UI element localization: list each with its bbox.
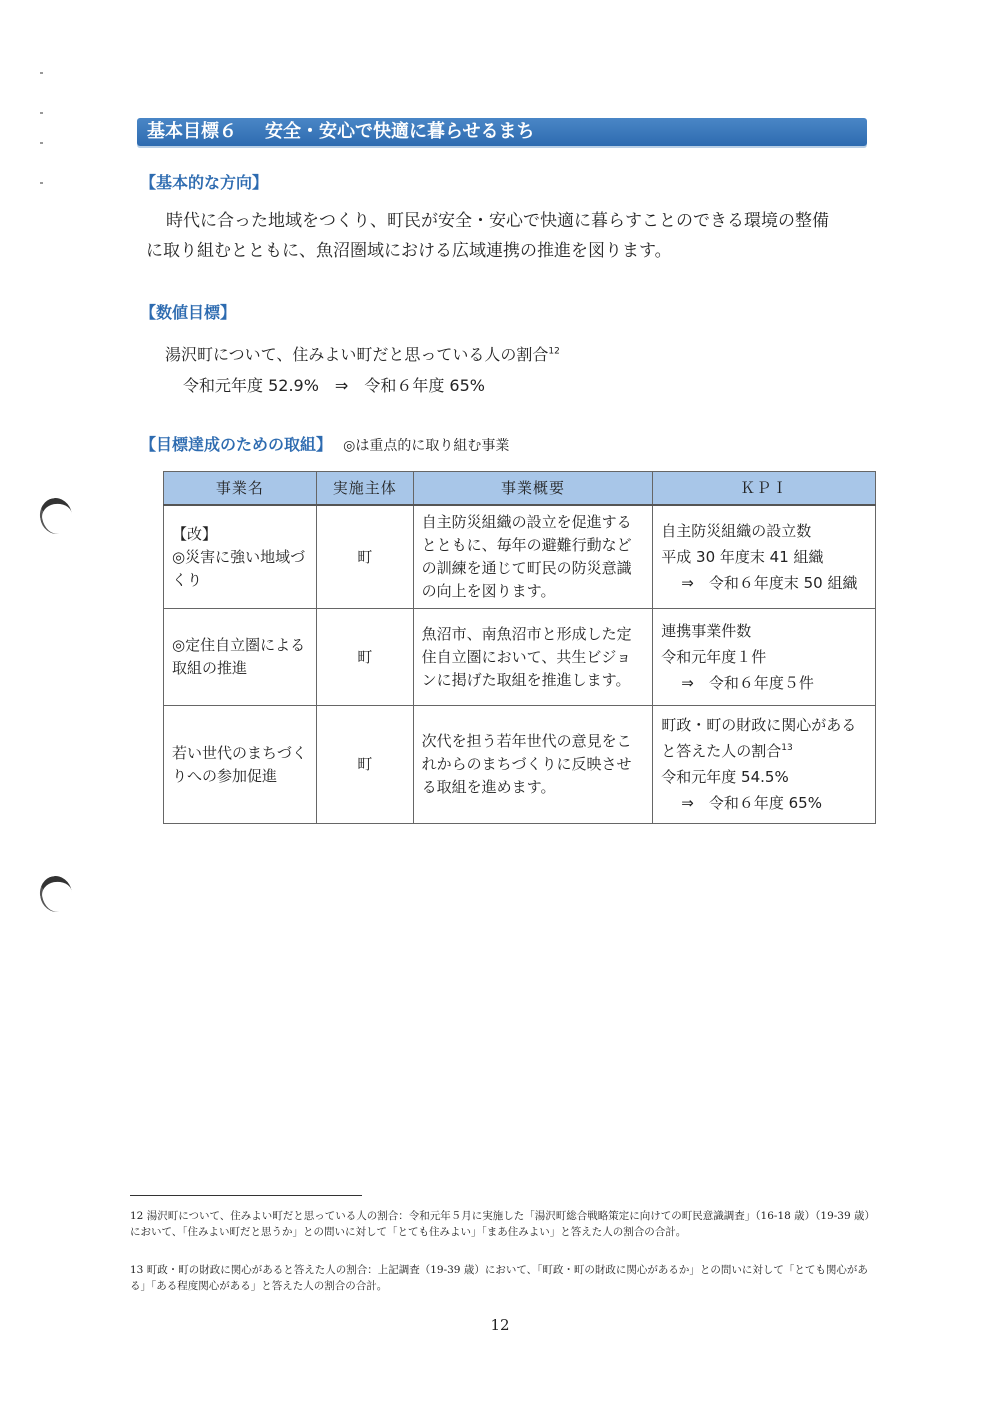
- table-row: [164, 609, 876, 706]
- footnote-ref-13: 13: [781, 743, 793, 753]
- table-row: [164, 706, 876, 824]
- footnote-12: [130, 1208, 870, 1240]
- section-banner: [137, 118, 867, 146]
- numeric-target-text: [165, 342, 560, 365]
- kpi-base: 平成 30 年度末 41 組織: [661, 547, 824, 566]
- scan-speck: [40, 142, 43, 144]
- scan-speck: [40, 112, 43, 114]
- footnote-13: [130, 1262, 870, 1294]
- table-row: [164, 505, 876, 609]
- header-project-name: 事業名: [164, 472, 317, 506]
- kpi-cell: [653, 706, 876, 824]
- summary-cell: 自主防災組織の設立を促進するとともに、毎年の避難行動などの訓練を通じて町民の防災意識の向上を図ります。: [413, 505, 653, 609]
- kpi-target: ⇒ 令和６年度末 50 組織: [681, 573, 858, 592]
- kpi-title: [661, 714, 867, 763]
- table-header-row: [164, 472, 876, 506]
- initiatives-table: [163, 471, 876, 824]
- header-kpi: ＫＰＩ: [653, 472, 876, 506]
- project-name: ◎定住自立圏による取組の推進: [172, 636, 306, 677]
- basic-direction-line-1: 時代に合った地域をつくり、町民が安全・安心で快適に暮らすことのできる環境の整備: [166, 211, 829, 231]
- kpi-target: ⇒ 令和６年度 65%: [681, 794, 822, 812]
- initiatives-heading-row: [140, 432, 509, 455]
- kpi-title: 自主防災組織の設立数: [661, 521, 812, 540]
- basic-direction-line-2: に取り組むとともに、魚沼圏域における広域連携の推進を図ります。: [146, 241, 672, 261]
- numeric-target-heading: 【数値目標】: [140, 303, 237, 322]
- header-summary: 事業概要: [413, 472, 653, 506]
- page-number: 12: [490, 1316, 510, 1334]
- summary-cell: 魚沼市、南魚沼市と形成した定住自立圏において、共生ビジョンに掲げた取組を推進します。: [413, 609, 653, 706]
- kpi-cell: [653, 505, 876, 609]
- initiatives-heading: 【目標達成のための取組】: [140, 435, 333, 454]
- entity-cell: 町: [316, 505, 413, 609]
- scan-speck: [40, 72, 43, 74]
- footnote-number: 12: [130, 1210, 144, 1222]
- project-name-cell: [164, 505, 317, 609]
- section-label: 基本目標６: [147, 121, 237, 142]
- basic-direction-heading: 【基本的な方向】: [140, 173, 269, 192]
- footnote-rule: [130, 1195, 362, 1196]
- numeric-target-values: 令和元年度 52.9% ⇒ 令和６年度 65%: [183, 376, 485, 395]
- numeric-target-label: 湯沢町について、住みよい町だと思っている人の割合: [165, 345, 549, 364]
- project-name: ◎災害に強い地域づくり: [172, 547, 306, 589]
- kpi-cell: [653, 609, 876, 706]
- initiatives-note: ◎は重点的に取り組む事業: [343, 438, 510, 454]
- header-entity: 実施主体: [316, 472, 413, 506]
- kpi-base: 令和元年度１件: [661, 647, 767, 666]
- entity-cell: 町: [316, 609, 413, 706]
- punch-hole: [37, 495, 75, 536]
- footnote-ref-12: 12: [548, 346, 560, 357]
- punch-hole: [37, 873, 75, 914]
- project-name: 若い世代のまちづくりへの参加促進: [172, 743, 307, 785]
- summary-cell: 次代を担う若年世代の意見をこれからのまちづくりに反映させる取組を進めます。: [413, 706, 653, 824]
- footnote-number: 13: [130, 1264, 144, 1276]
- section-title: 安全・安心で快適に暮らせるまち: [265, 121, 535, 142]
- project-name-cell: [164, 706, 317, 824]
- kpi-title-text: 町政・町の財政に関心があると答えた人の割合: [661, 716, 857, 760]
- footnote-text: 湯沢町について、住みよい町だと思っている人の割合：令和元年５月に実施した「湯沢町総合戦略策定に向けての町民意識調査」（16-18 歳）（19-39 歳）において、「住みよい町だと思うか」との問いに対して「とても住みよい」「まあ住みよい」と答えた人の割合の合計。: [130, 1210, 870, 1238]
- entity-cell: 町: [316, 706, 413, 824]
- scan-speck: [40, 182, 43, 184]
- project-name-cell: [164, 609, 317, 706]
- footnote-text: 町政・町の財政に関心があると答えた人の割合：上記調査（19-39 歳）において、「町政・町の財政に関心があるか」との問いに対して「とても関心がある」「ある程度関心がある」と答えた人の割合の合計。: [130, 1264, 868, 1292]
- kpi-title: 連携事業件数: [661, 621, 752, 640]
- basic-direction-text: [146, 206, 876, 266]
- kpi-target: ⇒ 令和６年度５件: [681, 673, 814, 692]
- project-tag: 【改】: [172, 524, 218, 543]
- kpi-base: 令和元年度 54.5%: [661, 768, 789, 786]
